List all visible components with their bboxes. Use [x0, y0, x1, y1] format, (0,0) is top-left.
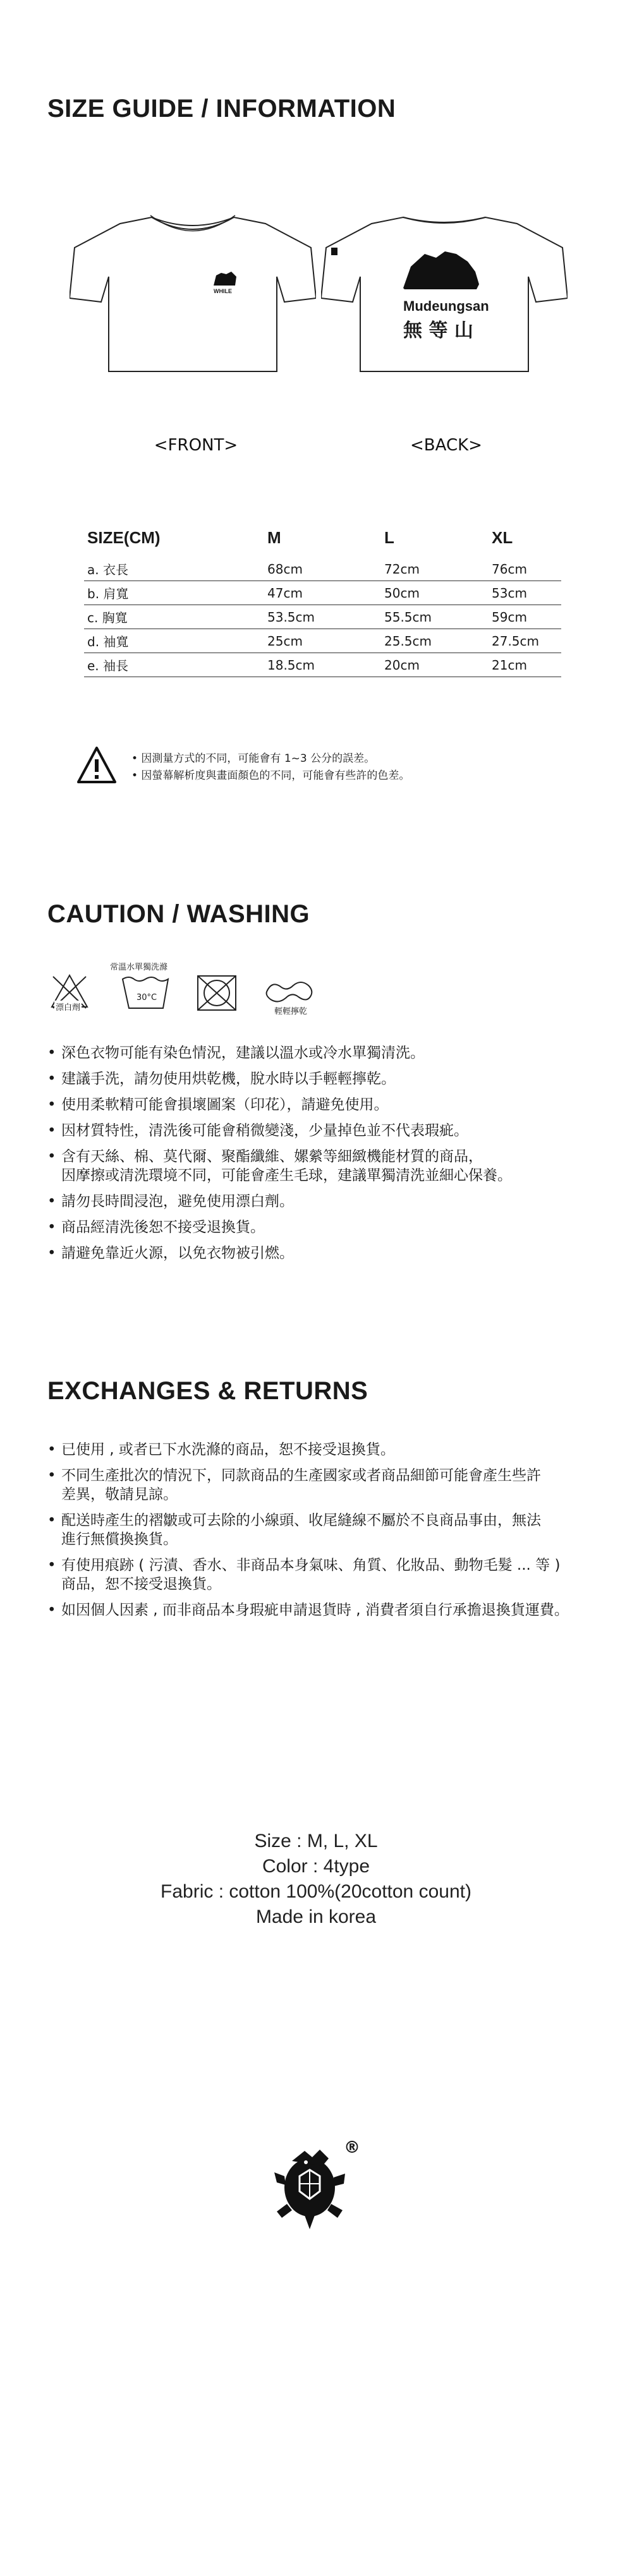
spec-size: Size : M, L, XL [254, 1831, 378, 1851]
measurement-notice [76, 744, 556, 788]
size-table-header [84, 518, 561, 557]
cell-xl: 59cm [492, 609, 527, 625]
header-m: M [267, 527, 281, 547]
front-print-text: WHILE [214, 288, 232, 294]
header-size: SIZE(CM) [87, 527, 161, 547]
row-label: b. 肩寬 [87, 586, 129, 601]
cell-m: 53.5cm [267, 609, 315, 625]
size-table [84, 518, 561, 677]
cell-m: 68cm [267, 561, 303, 577]
registered-mark: ® [344, 2138, 360, 2157]
list-item: • 因材質特性，清洗後可能會稍微變淺，少量掉色並不代表瑕疵。 [47, 1121, 604, 1140]
back-shirt-illustration [321, 208, 568, 373]
tshirt-back-icon [321, 208, 568, 373]
size-guide-title: SIZE GUIDE / INFORMATION [47, 95, 396, 123]
cell-m: 47cm [267, 585, 303, 601]
list-item: • 商品經清洗後恕不接受退換貨。 [47, 1218, 604, 1237]
cell-xl: 76cm [492, 561, 527, 577]
list-item: • 深色衣物可能有染色情況，建議以溫水或冷水單獨清洗。 [47, 1044, 604, 1062]
row-label: e. 袖長 [87, 658, 129, 673]
cell-l: 20cm [384, 657, 420, 673]
header-xl: XL [492, 527, 513, 547]
list-item: • 不同生產批次的情況下，同款商品的生產國家或者商品細節可能會產生些許 差異，敬請見諒。 [47, 1466, 604, 1504]
list-item: • 配送時產生的褶皺或可去除的小線頭、收尾縫線不屬於不良商品事由，無法 進行無償換換貨。 [47, 1511, 604, 1549]
product-spec [0, 1829, 632, 1930]
cell-xl: 21cm [492, 657, 527, 673]
notice-line: • 因測量方式的不同，可能會有 1~3 公分的誤差。 [131, 752, 375, 765]
wash-icons [49, 960, 327, 1030]
wash-top-label: 常溫水單獨洗滌 [110, 963, 168, 972]
table-row [84, 629, 561, 653]
warning-icon [76, 745, 118, 785]
row-label: a. 衣長 [87, 562, 128, 577]
cell-xl: 27.5cm [492, 633, 540, 649]
cell-l: 72cm [384, 561, 420, 577]
tshirt-front-icon [70, 208, 316, 373]
cell-l: 50cm [384, 585, 420, 601]
spec-color: Color : 4type [262, 1856, 370, 1877]
list-item: • 含有天絲、棉、莫代爾、聚酯纖維、嫘縈等細緻機能材質的商品， 因摩擦或清洗環境不同，可能會產生毛球，建議單獨清洗並細心保養。 [47, 1147, 604, 1185]
no-tumble-dry-icon [195, 974, 239, 1012]
cell-l: 55.5cm [384, 609, 432, 625]
list-item: • 請勿長時間浸泡，避免使用漂白劑。 [47, 1192, 604, 1211]
back-print-name: Mudeungsan [403, 298, 489, 314]
no-bleach-label: 漂白劑 [54, 1001, 82, 1013]
spec-origin: Made in korea [255, 1906, 377, 1927]
list-item: • 請避免靠近火源，以免衣物被引燃。 [47, 1244, 604, 1263]
brand-logo [273, 2138, 362, 2233]
front-label: <FRONT> [154, 436, 238, 455]
table-row [84, 605, 561, 629]
list-item: • 如因個人因素 , 而非商品本身瑕疵申請退貨時 , 消費者須自行承擔退換貨運費。 [47, 1601, 604, 1620]
cell-m: 18.5cm [267, 657, 315, 673]
table-row [84, 653, 561, 677]
exchanges-list [47, 1440, 604, 1627]
list-item: • 使用柔軟精可能會損壞圖案（印花），請避免使用。 [47, 1095, 604, 1114]
caution-list [47, 1044, 604, 1270]
cell-l: 25.5cm [384, 633, 432, 649]
notice-line: • 因螢幕解析度與畫面顏色的不同，可能會有些許的色差。 [131, 769, 410, 782]
gentle-wring-label: 輕輕擰乾 [274, 1007, 308, 1016]
exchanges-title: EXCHANGES & RETURNS [47, 1377, 368, 1405]
row-label: c. 胸寬 [87, 610, 128, 625]
spec-fabric: Fabric : cotton 100%(20cotton count) [161, 1881, 471, 1902]
cell-m: 25cm [267, 633, 303, 649]
back-print-hanzi: 無 等 山 [403, 320, 473, 342]
caution-title: CAUTION / WASHING [47, 900, 310, 928]
list-item: • 建議手洗，請勿使用烘乾機，脫水時以手輕輕擰乾。 [47, 1069, 604, 1088]
table-row [84, 581, 561, 605]
header-l: L [384, 527, 394, 547]
cell-xl: 53cm [492, 585, 527, 601]
back-label: <BACK> [410, 436, 482, 455]
row-label: d. 袖寬 [87, 634, 129, 649]
table-row [84, 557, 561, 581]
list-item: • 已使用 , 或者已下水洗滌的商品，恕不接受退換貨。 [47, 1440, 604, 1459]
wash-temp-label: 30°C [137, 993, 157, 1002]
front-shirt-illustration [70, 208, 316, 373]
list-item: • 有使用痕跡 ( 污漬、香水、非商品本身氣味、角質、化妝品、動物毛髮 ... 等 ) 商品，恕不接受退換貨。 [47, 1556, 604, 1594]
gentle-wring-icon [264, 978, 315, 1006]
